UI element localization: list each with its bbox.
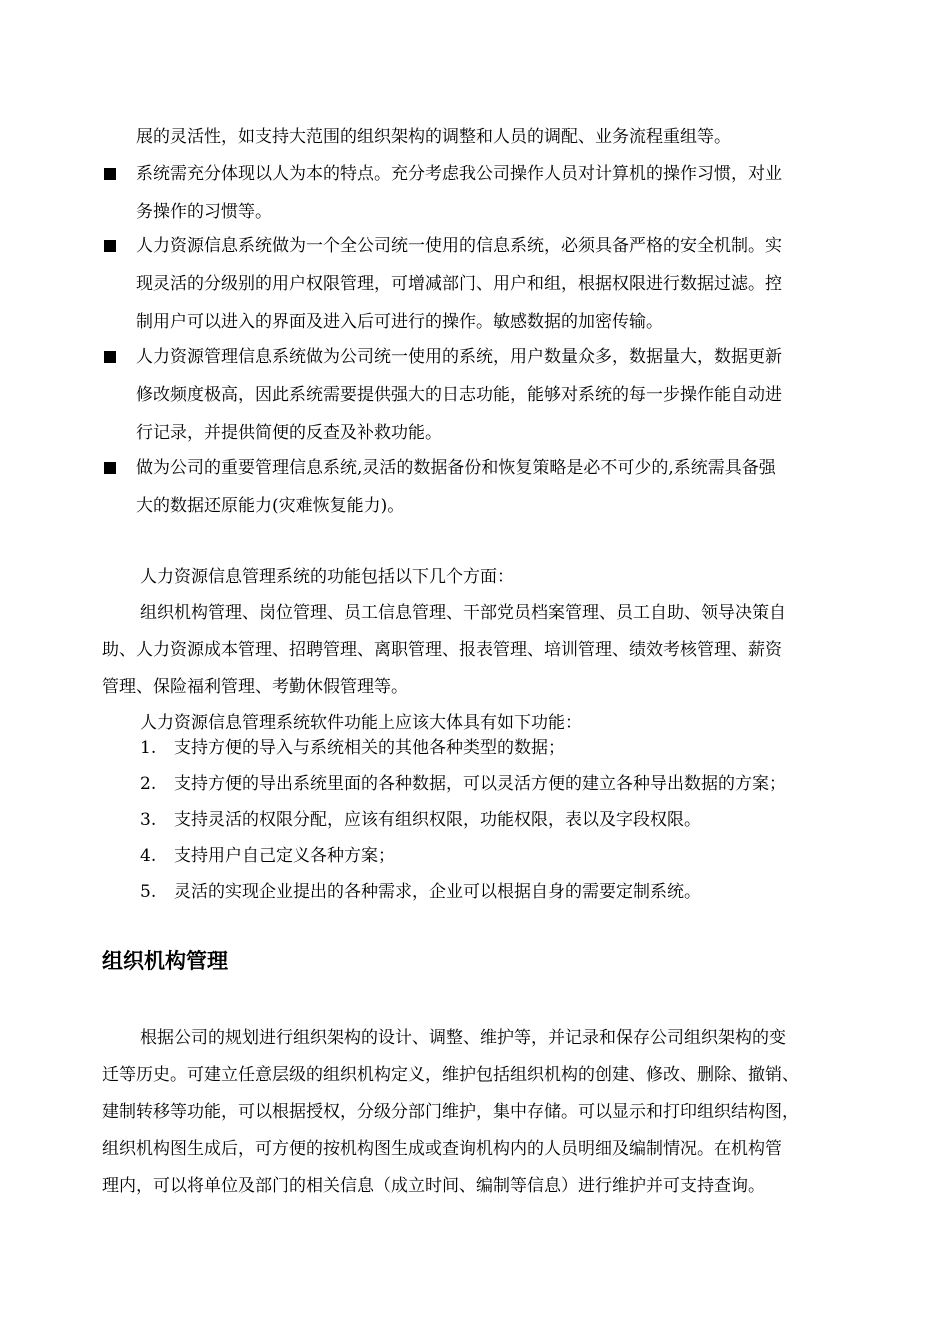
section-paragraph-line-1: 根据公司的规划进行组织架构的设计、调整、维护等，并记录和保存公司组织架构的变 [140,1028,786,1048]
numbered-item-text: 支持方便的导入与系统相关的其他各种类型的数据； [174,738,565,758]
bullet-square-icon [104,240,116,252]
section-paragraph-line-3: 建制转移等功能，可以根据授权，分级分部门维护，集中存储。可以显示和打印组织结构图， [102,1102,799,1122]
numbered-item-number: 2. [140,774,157,794]
bullet-3-line-2: 修改频度极高，因此系统需要提供强大的日志功能，能够对系统的每一步操作能自动进 [136,385,782,405]
bullet-continuation-line: 展的灵活性，如支持大范围的组织架构的调整和人员的调配、业务流程重组等。 [136,127,731,147]
bullet-1-line-1: 系统需充分体现以人为本的特点。充分考虑我公司操作人员对计算机的操作习惯，对业 [136,164,782,184]
bullet-4-line-1: 做为公司的重要管理信息系统,灵活的数据备份和恢复策略是必不可少的,系统需具备强 [136,458,776,478]
bullet-4-line-2: 大的数据还原能力(灾难恢复能力)。 [136,496,405,516]
numbered-item-text: 支持方便的导出系统里面的各种数据，可以灵活方便的建立各种导出数据的方案； [174,774,786,794]
bullet-3-line-1: 人力资源管理信息系统做为公司统一使用的系统，用户数量众多，数据量大，数据更新 [136,347,782,367]
bullet-1-line-2: 务操作的习惯等。 [136,202,272,222]
bullet-2-line-3: 制用户可以进入的界面及进入后可进行的操作。敏感数据的加密传输。 [136,312,663,332]
functions-intro: 人力资源信息管理系统的功能包括以下几个方面： [140,567,514,587]
functions-list-line-3: 管理、保险福利管理、考勤休假管理等。 [102,677,408,697]
functions-list-line-1: 组织机构管理、岗位管理、员工信息管理、干部党员档案管理、员工自助、领导决策自 [140,603,786,623]
bullet-3-line-3: 行记录，并提供简便的反查及补救功能。 [136,423,442,443]
numbered-item-number: 4. [140,846,157,866]
section-paragraph-line-2: 迁等历史。可建立任意层级的组织机构定义，维护包括组织机构的创建、修改、删除、撤销、 [102,1065,799,1085]
bullet-square-icon [104,351,116,363]
section-paragraph-line-5: 理内，可以将单位及部门的相关信息（成立时间、编制等信息）进行维护并可支持查询。 [102,1176,765,1196]
numbered-item-number: 1. [140,738,157,758]
section-paragraph-line-4: 组织机构图生成后，可方便的按机构图生成或查询机构内的人员明细及编制情况。在机构管 [102,1139,782,1159]
numbered-item-text: 灵活的实现企业提出的各种需求，企业可以根据自身的需要定制系统。 [174,882,701,902]
bullet-square-icon [104,168,116,180]
numbered-item-text: 支持用户自己定义各种方案； [174,846,395,866]
functions-list-line-2: 助、人力资源成本管理、招聘管理、离职管理、报表管理、培训管理、绩效考核管理、薪资 [102,640,782,660]
bullet-square-icon [104,462,116,474]
software-functions-intro: 人力资源信息管理系统软件功能上应该大体具有如下功能： [140,713,582,733]
numbered-item-number: 3. [140,810,157,830]
numbered-item-text: 支持灵活的权限分配，应该有组织权限，功能权限，表以及字段权限。 [174,810,701,830]
section-heading: 组织机构管理 [102,949,228,973]
bullet-2-line-2: 现灵活的分级别的用户权限管理，可增减部门、用户和组，根据权限进行数据过滤。控 [136,274,782,294]
bullet-2-line-1: 人力资源信息系统做为一个全公司统一使用的信息系统，必须具备严格的安全机制。实 [136,236,782,256]
numbered-item-number: 5. [140,882,157,902]
